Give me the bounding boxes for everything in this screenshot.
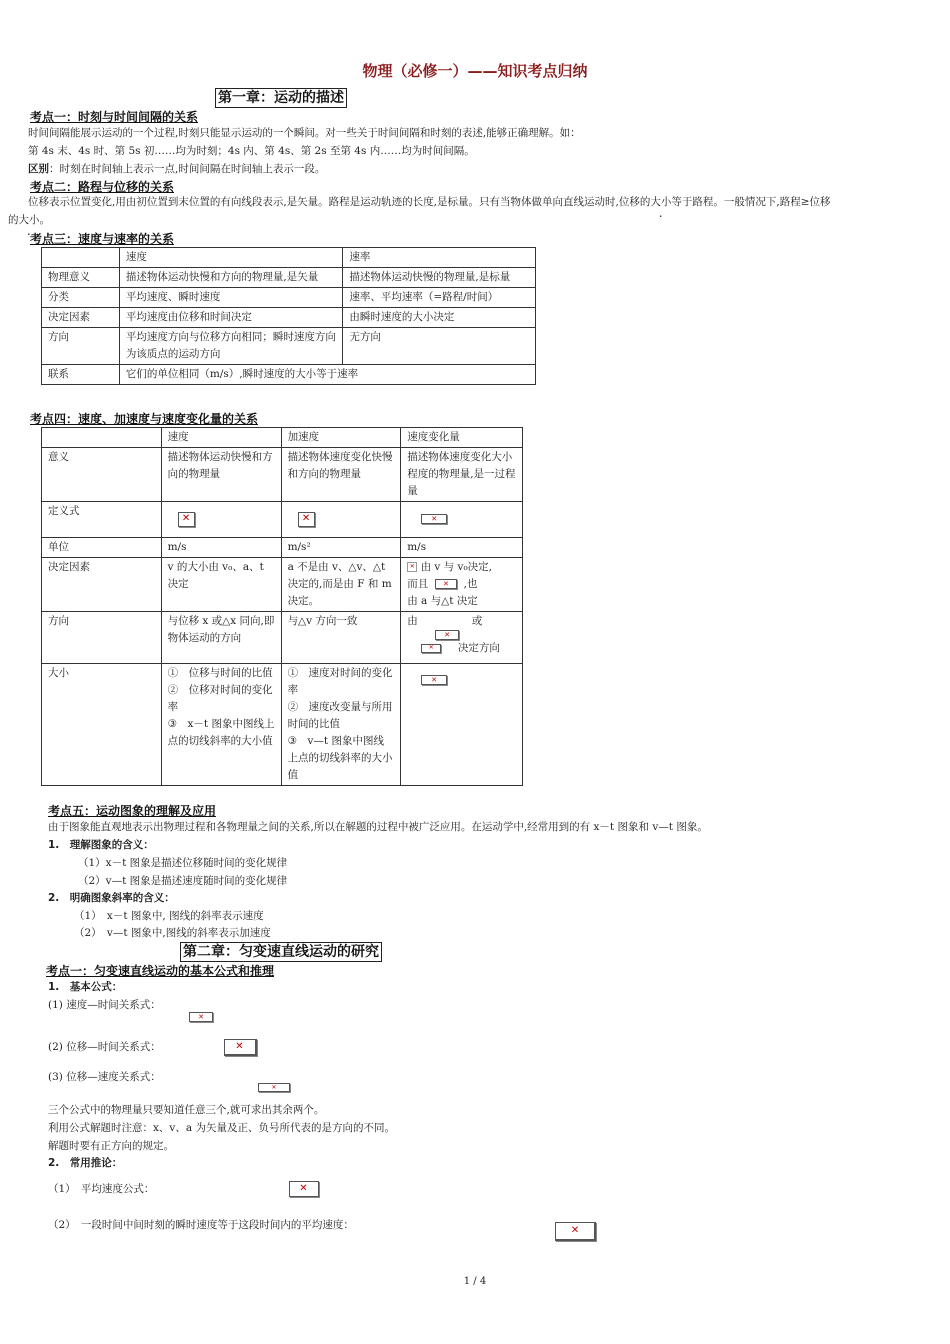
factor-dv-line1: 由 v 与 v₀决定, <box>420 561 492 573</box>
page-title: 物理（必修一）——知识考点归纳 <box>362 62 588 80</box>
table-cell <box>161 502 281 538</box>
header-cell: 加速度 <box>281 428 401 448</box>
ch2-note2: 利用公式解题时注意：x、v、a 为矢量及正、负号所代表的是方向的不同。 <box>48 1122 395 1134</box>
table-cell: 无方向 <box>343 328 536 365</box>
row-label: 决定因素 <box>42 308 120 328</box>
table-row <box>42 612 523 664</box>
broken-image-icon: ✕ <box>435 630 459 640</box>
kd5-s1b: （2）v—t 图象是描述速度随时间的变化规律 <box>78 875 288 887</box>
size-v-item: ② 位移对时间的变化率 <box>167 684 273 713</box>
table-cell: 速率、平均速率（=路程/时间） <box>343 288 536 308</box>
deduction-2-label: （2） 一段时间中间时刻的瞬时速度等于这段时间内的平均速度： <box>48 1219 354 1231</box>
broken-image-icon: ✕ <box>289 1181 319 1197</box>
kd1-line3-text: ：时刻在时间轴上表示一点,时间间隔在时间轴上表示一段。 <box>49 163 326 175</box>
row-label: 大小 <box>42 664 162 786</box>
kd2-line2a: 的 <box>8 214 19 226</box>
table-row <box>42 664 523 786</box>
header-cell: 速率 <box>343 248 536 268</box>
table-cell: 平均速度方向与位移方向相同；瞬时速度方向为该质点的运动方向 <box>119 328 343 365</box>
size-a-item: ③ v—t 图象中图线上点的切线斜率的大小值 <box>287 735 393 781</box>
table-cell: 描述物体运动快慢和方向的物理量,是矢量 <box>119 268 343 288</box>
kd1-heading: 考点一：时刻与时间间隔的关系 <box>30 110 199 124</box>
table-cell: m/s <box>401 538 523 558</box>
header-cell <box>42 248 120 268</box>
table-cell: m/s <box>161 538 281 558</box>
table-cell: 描述物体运动快慢和方向的物理量 <box>161 448 281 502</box>
kd2-line2 <box>8 211 50 229</box>
header-cell <box>42 428 162 448</box>
row-label: 意义 <box>42 448 162 502</box>
dir-dv-or: 或 <box>471 615 483 627</box>
table-row <box>42 502 523 538</box>
size-v-item: ③ x－t 图象中图线上点的切线斜率的大小值 <box>167 718 275 747</box>
kd4-heading: 考点四：速度、加速度与速度变化量的关系 <box>30 412 259 426</box>
factor-dv-line4: 由 a 与△t 决定 <box>407 595 478 607</box>
row-label: 物理意义 <box>42 268 120 288</box>
row-label: 决定因素 <box>42 558 162 612</box>
table-cell: v 的大小由 v₀、a、t 决定 <box>161 558 281 612</box>
chapter1-heading: 第一章：运动的描述 <box>215 88 347 108</box>
table-cell: 与△v 方向一致 <box>281 612 401 664</box>
table-cell: a 不是由 v、△v、△t 决定的,而是由 F 和 m 决定。 <box>281 558 401 612</box>
broken-image-icon: ✕ <box>178 512 195 527</box>
acceleration-table-header <box>42 428 523 448</box>
kd2-line1 <box>28 193 831 211</box>
table-cell: 它们的单位相同（m/s）,瞬时速度的大小等于速率 <box>119 365 535 385</box>
kd5-s2a: （1） x－t 图象中, 图线的斜率表示速度 <box>74 910 264 922</box>
kd5-s1a: （1）x－t 图象是描述位移随时间的变化规律 <box>78 857 288 869</box>
row-label: 联系 <box>42 365 120 385</box>
table-cell <box>161 664 281 786</box>
size-a-item: ② 速度改变量与所用时间的比值 <box>287 701 393 730</box>
table-cell <box>401 502 523 538</box>
table-row <box>42 268 536 288</box>
broken-image-icon: ✕ <box>407 562 417 572</box>
header-cell: 速度 <box>161 428 281 448</box>
ch2-s1: 1. 基本公式： <box>48 981 123 993</box>
broken-image-icon: ✕ <box>189 1012 213 1022</box>
dir-dv-from: 由 <box>407 615 418 627</box>
table-cell: 平均速度由位移和时间决定 <box>119 308 343 328</box>
size-v-item: ① 位移与时间的比值 <box>167 667 273 679</box>
header-cell: 速度变化量 <box>401 428 523 448</box>
table-cell: 与位移 x 或△x 同向,即物体运动的方向 <box>161 612 281 664</box>
dir-dv-decides: 决定方向 <box>457 642 500 654</box>
table-cell: 描述物体运动快慢的物理量,是标量 <box>343 268 536 288</box>
ch2-note3: 解题时要有正方向的规定。 <box>48 1140 174 1152</box>
row-label: 方向 <box>42 328 120 365</box>
table-row <box>42 558 523 612</box>
table-row <box>42 365 536 385</box>
table-cell <box>401 612 523 664</box>
kd2-line1a: 位移表示位置变化,用由初位置到末位置的有向线段表示,是矢量。路程是运动轨迹的长度,是标量。只有当物体做单向直线运动时,位移的 <box>28 196 651 208</box>
kd5-intro: 由于图象能直观地表示出物理过程和各物理量之间的关系,所以在解题的过程中被广泛应用。在运动学中,经常用到的有 x－t 图象和 v—t 图象。 <box>48 821 708 833</box>
table-cell: 由瞬时速度的大小决定 <box>343 308 536 328</box>
formula-1-label: (1) 速度—时间关系式： <box>48 999 161 1011</box>
table-row <box>42 448 523 502</box>
row-label: 单位 <box>42 538 162 558</box>
factor-dv-line3: ,也 <box>463 578 478 590</box>
kd1-line3-label: 区别 <box>28 163 49 175</box>
kd1-line2: 第 4s 末、4s 时、第 5s 初……均为时刻；4s 内、第 4s、第 2s 至第 4s 内……均为时间间隔。 <box>28 145 475 157</box>
ch2-note1: 三个公式中的物理量只要知道任意三个,就可求出其余两个。 <box>48 1104 325 1116</box>
header-cell: 速度 <box>119 248 343 268</box>
factor-dv-line2: 而且 <box>407 578 429 590</box>
table-cell: 描述物体速度变化大小程度的物理量,是一过程量 <box>401 448 523 502</box>
table-row <box>42 308 536 328</box>
kd2-heading: 考点二：路程与位移的关系 <box>30 180 175 194</box>
speed-table <box>41 247 536 385</box>
kd5-s1: 1. 理解图象的含义： <box>48 839 154 851</box>
row-label: 定义式 <box>42 502 162 538</box>
kd2-line1c: 等于路程。一般情况下,路程≥位移 <box>671 196 831 208</box>
table-row <box>42 288 536 308</box>
broken-image-icon: ✕ <box>298 512 315 527</box>
broken-image-icon: ✕ <box>421 514 447 524</box>
kd2-line1b: 大小 <box>650 196 672 208</box>
broken-image-icon: ✕ <box>258 1083 290 1092</box>
kd2-line2c: 。 <box>39 214 50 226</box>
table-cell <box>401 664 523 786</box>
acceleration-table <box>41 427 523 786</box>
table-row <box>42 538 523 558</box>
kd2-line2b: 大小 <box>18 214 40 226</box>
formula-2-label: (2) 位移—时间关系式： <box>48 1041 161 1053</box>
table-cell: 描述物体速度变化快慢和方向的物理量 <box>281 448 401 502</box>
table-cell: 平均速度、瞬时速度 <box>119 288 343 308</box>
broken-image-icon: ✕ <box>421 675 447 685</box>
formula-3-label: (3) 位移—速度关系式： <box>48 1071 161 1083</box>
broken-image-icon: ✕ <box>555 1222 596 1241</box>
table-cell <box>281 502 401 538</box>
deduction-1-label: （1） 平均速度公式： <box>48 1183 155 1195</box>
ch2-kd1-heading: 考点一：匀变速直线运动的基本公式和推理 <box>46 964 275 978</box>
broken-image-icon: ✕ <box>224 1039 257 1056</box>
kd5-s2b: （2） v—t 图象中,图线的斜率表示加速度 <box>74 927 271 939</box>
table-cell: m/s² <box>281 538 401 558</box>
table-row <box>42 328 536 365</box>
row-label: 分类 <box>42 288 120 308</box>
kd5-s2: 2. 明确图象斜率的含义： <box>48 892 175 904</box>
ch2-s2: 2. 常用推论： <box>48 1157 123 1169</box>
kd1-line3 <box>28 160 325 178</box>
row-label: 方向 <box>42 612 162 664</box>
speed-table-header <box>42 248 536 268</box>
kd1-line1: 时间间隔能展示运动的一个过程,时刻只能显示运动的一个瞬间。对一些关于时间间隔和时刻的表述,能够正确理解。如： <box>28 127 581 139</box>
size-a-item: ① 速度对时间的变化率 <box>287 667 393 696</box>
page-number: 1 / 4 <box>463 1276 487 1287</box>
broken-image-icon: ✕ <box>435 579 457 589</box>
table-cell <box>401 558 523 612</box>
table-cell <box>281 664 401 786</box>
broken-image-icon: ✕ <box>421 644 441 653</box>
chapter2-heading: 第二章：匀变速直线运动的研究 <box>180 942 382 962</box>
kd5-heading: 考点五：运动图象的理解及应用 <box>48 804 217 818</box>
kd3-heading: 考点三：速度与速率的关系 <box>30 232 175 246</box>
